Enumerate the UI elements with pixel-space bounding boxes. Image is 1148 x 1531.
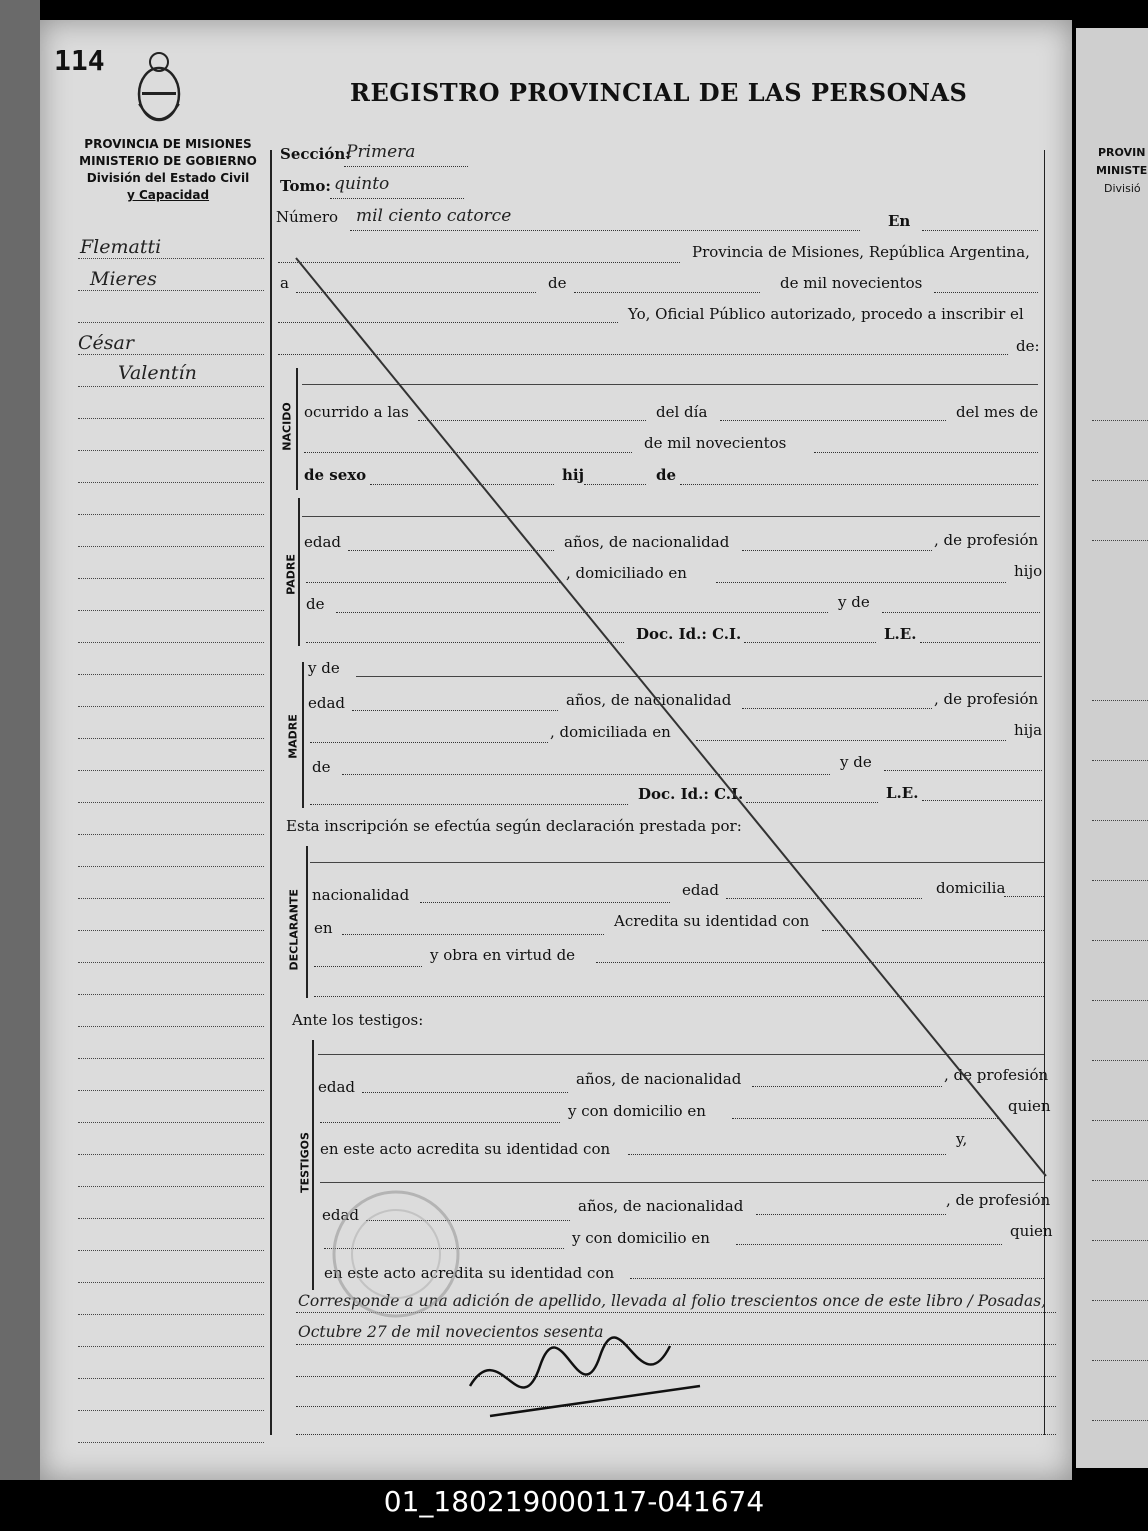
nacido-label: NACIDO <box>280 402 294 451</box>
org-line2: MINISTERIO DE GOBIERNO <box>79 154 257 168</box>
testigo1-quien-label: quien <box>1008 1097 1051 1115</box>
sexo-label: de sexo <box>304 466 367 484</box>
testigo1-y-label: y, <box>956 1130 968 1148</box>
right-org-line2: MINISTE <box>1096 164 1148 177</box>
numero-label: Número <box>276 208 339 226</box>
declarante-acredita-label: Acredita su identidad con <box>614 912 810 930</box>
testigo1-profesion-label: , de profesión <box>944 1066 1049 1084</box>
seccion-label: Sección: <box>280 145 351 163</box>
madre-y-de-label: y de <box>308 659 340 677</box>
madre-de-label: de <box>312 758 331 776</box>
del-mes-label: del mes de <box>956 403 1039 421</box>
right-org-line1: PROVIN <box>1098 146 1146 159</box>
declaracion-text: Esta inscripción se efectúa según declaración prestada por: <box>286 817 742 835</box>
page-title: REGISTRO PROVINCIAL DE LAS PERSONAS <box>350 78 968 107</box>
de-colon-label: de: <box>1016 337 1040 355</box>
declarante-label: DECLARANTE <box>287 889 301 971</box>
padre-doc-label: Doc. Id.: C.I. <box>636 625 742 643</box>
org-line3: División del Estado Civil <box>86 171 250 185</box>
page-number: 114 <box>54 44 105 77</box>
testigo1-domicilio-label: y con domicilio en <box>568 1102 706 1120</box>
declarante-nacionalidad-label: nacionalidad <box>312 886 410 904</box>
testigo2-domicilio-label: y con domicilio en <box>572 1229 710 1247</box>
testigo2-quien-label: quien <box>1010 1222 1053 1240</box>
del-dia-label: del día <box>656 403 708 421</box>
hij-label: hij <box>562 466 585 484</box>
madre-profesion-label: , de profesión <box>934 690 1039 708</box>
testigos-intro: Ante los testigos: <box>292 1011 424 1029</box>
nacido-mil-novecientos: de mil novecientos <box>644 434 787 452</box>
padre-nacionalidad-label: años, de nacionalidad <box>564 533 730 551</box>
padre-edad-label: edad <box>304 533 342 551</box>
testigo1-nacionalidad-label: años, de nacionalidad <box>576 1070 742 1088</box>
testigo2-profesion-label: , de profesión <box>946 1191 1051 1209</box>
madre-label: MADRE <box>286 714 300 759</box>
declarante-domicilia-label: domicilia <box>936 879 1006 897</box>
madre-hija-label: hija <box>1014 721 1043 739</box>
madre-le-label: L.E. <box>886 784 919 802</box>
de-label: de <box>548 274 567 292</box>
testigo1-edad-label: edad <box>318 1078 356 1096</box>
padre-label: PADRE <box>284 554 298 595</box>
numero-value: mil ciento catorce <box>356 206 512 226</box>
signature-icon <box>460 1326 720 1436</box>
org-line1: PROVINCIA DE MISIONES <box>84 137 252 151</box>
madre-doc-label: Doc. Id.: C.I. <box>638 785 744 803</box>
madre-domicilio-label: , domiciliada en <box>550 723 671 741</box>
a-label: a <box>280 274 289 292</box>
yo-text: Yo, Oficial Público autorizado, procedo a inscribir el <box>628 305 1024 323</box>
padre-domicilio-label: , domiciliado en <box>566 564 687 582</box>
margin-surname-1: Flematti <box>80 236 162 258</box>
testigo1-acredita-label: en este acto acredita su identidad con <box>320 1140 611 1158</box>
padre-y-de-label: y de <box>838 593 870 611</box>
tomo-label: Tomo: <box>280 177 331 195</box>
nacido-de-label: de <box>656 466 677 484</box>
image-id-footer: 01_180219000117-041674 <box>0 1480 1148 1531</box>
org-line4: y Capacidad <box>126 188 210 202</box>
madre-nacionalidad-label: años, de nacionalidad <box>566 691 732 709</box>
declarante-obra-label: y obra en virtud de <box>430 946 576 964</box>
testigos-label: TESTIGOS <box>298 1132 312 1193</box>
provincia-text: Provincia de Misiones, República Argentina, <box>692 243 1030 261</box>
ocurrido-label: ocurrido a las <box>304 403 409 421</box>
declarante-edad-label: edad <box>682 881 720 899</box>
margin-surname-2: Mieres <box>90 268 157 290</box>
padre-le-label: L.E. <box>884 625 917 643</box>
declarante-en-label: en <box>314 919 333 937</box>
madre-y-de2-label: y de <box>840 753 872 771</box>
en-label: En <box>888 212 911 230</box>
margin-given-name-1: César <box>78 332 134 354</box>
margin-given-name-2: Valentín <box>118 362 197 384</box>
padre-de-label: de <box>306 595 325 613</box>
madre-edad-label: edad <box>308 694 346 712</box>
testigo2-nacionalidad-label: años, de nacionalidad <box>578 1197 744 1215</box>
seccion-value: Primera <box>346 142 416 162</box>
mil-novecientos-label: de mil novecientos <box>780 274 923 292</box>
testigo2-edad-label: edad <box>322 1206 360 1224</box>
annotation-text: Corresponde a una adición de apellido, llevada al folio trescientos once de este libro / Posadas, Octubre 27 de mil novecientos sesenta <box>298 1292 1047 1341</box>
testigo2-acredita-label: en este acto acredita su identidad con <box>324 1264 615 1282</box>
official-stamp-icon <box>326 1184 466 1324</box>
tomo-value: quinto <box>334 174 390 194</box>
right-org-line3: Divisió <box>1104 182 1141 195</box>
padre-profesion-label: , de profesión <box>934 531 1039 549</box>
padre-hijo-label: hijo <box>1014 562 1043 580</box>
